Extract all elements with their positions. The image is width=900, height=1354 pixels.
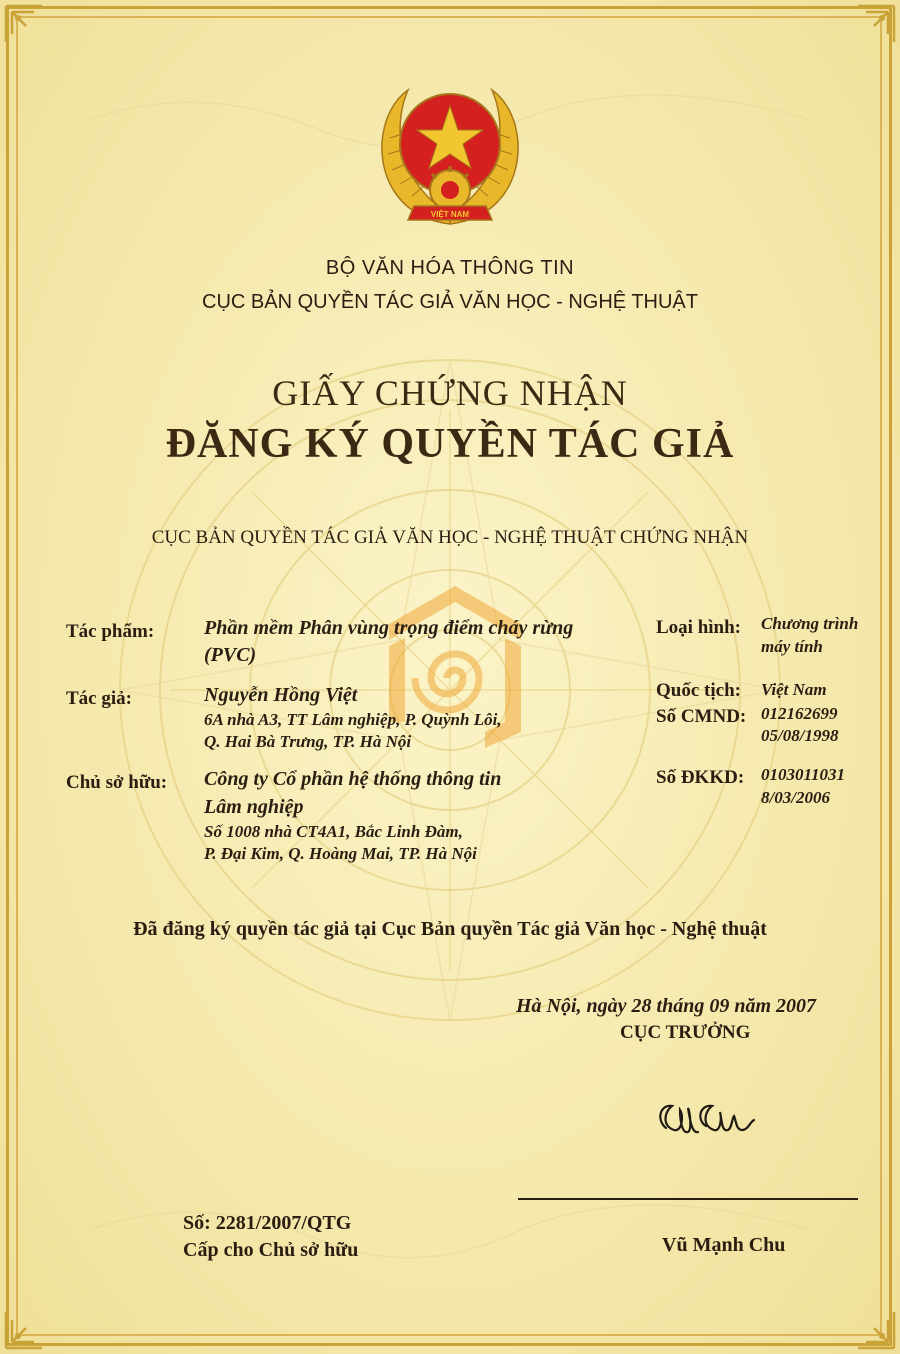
type-label: Loại hình: [656,617,742,638]
owner-address-line1: Số 1008 nhà CT4A1, Bắc Linh Đàm, [204,822,463,841]
ministry-name: BỘ VĂN HÓA THÔNG TIN [325,257,575,279]
corner-ornament-top-left [4,4,44,44]
business-reg-date: 8/03/2006 [761,788,830,807]
nationality-label: Quốc tịch: [656,680,741,701]
department-name: CỤC BẢN QUYỀN TÁC GIẢ VĂN HỌC - NGHỆ THUẬT [202,291,698,313]
business-reg-label: Số ĐKKD: [656,767,745,788]
issue-date: Hà Nội, ngày 28 tháng 09 năm 2007 [516,995,817,1017]
id-card-date: 05/08/1998 [761,726,839,745]
corner-ornament-top-right [856,4,896,44]
author-address-line2: Q. Hai Bà Trưng, TP. Hà Nội [204,732,412,751]
certificate-title-line2: ĐĂNG KÝ QUYỀN TÁC GIẢ [165,421,735,467]
signature-line [518,1198,858,1200]
nationality-value: Việt Nam [761,680,827,699]
business-reg-number: 0103011031 [761,765,846,784]
author-address-line1: 6A nhà A3, TT Lâm nghiệp, P. Quỳnh Lôi, [204,710,502,729]
type-value-line2: máy tính [761,637,823,656]
id-card-number: 012162699 [761,704,838,723]
director-title: CỤC TRƯỞNG [620,1022,751,1043]
corner-ornament-bottom-left [4,1310,44,1350]
registered-statement: Đã đăng ký quyền tác giả tại Cục Bản quyền Tác giả Văn học - Nghệ thuật [133,918,767,940]
owner-name-line2: Lâm nghiệp [204,796,304,818]
author-label: Tác giả: [66,688,132,709]
work-name-line1: Phần mềm Phân vùng trọng điểm cháy rừng [204,617,574,639]
type-value-line1: Chương trình [761,614,859,633]
signer-name: Vũ Mạnh Chu [662,1234,786,1256]
certificate-title-line1: GIẤY CHỨNG NHẬN [272,373,628,413]
issued-to: Cấp cho Chủ sở hữu [183,1239,359,1261]
national-emblem-icon [372,78,528,230]
author-name: Nguyễn Hồng Việt [204,684,358,706]
owner-address-line2: P. Đại Kim, Q. Hoàng Mai, TP. Hà Nội [204,844,477,863]
certifies-statement: CỤC BẢN QUYỀN TÁC GIẢ VĂN HỌC - NGHỆ THUẬT CHỨNG NHẬN [151,527,749,548]
work-name-line2: (PVC) [204,644,257,666]
emblem-text: VIỆT NAM [430,210,470,219]
director-signature-icon [650,1090,760,1150]
owner-name-line1: Công ty Cổ phần hệ thống thông tin [204,768,502,790]
id-card-label: Số CMND: [656,706,747,727]
corner-ornament-bottom-right [856,1310,896,1350]
certificate-number: Số: 2281/2007/QTG [183,1212,352,1234]
owner-label: Chủ sở hữu: [66,772,168,793]
work-label: Tác phẩm: [66,621,155,642]
